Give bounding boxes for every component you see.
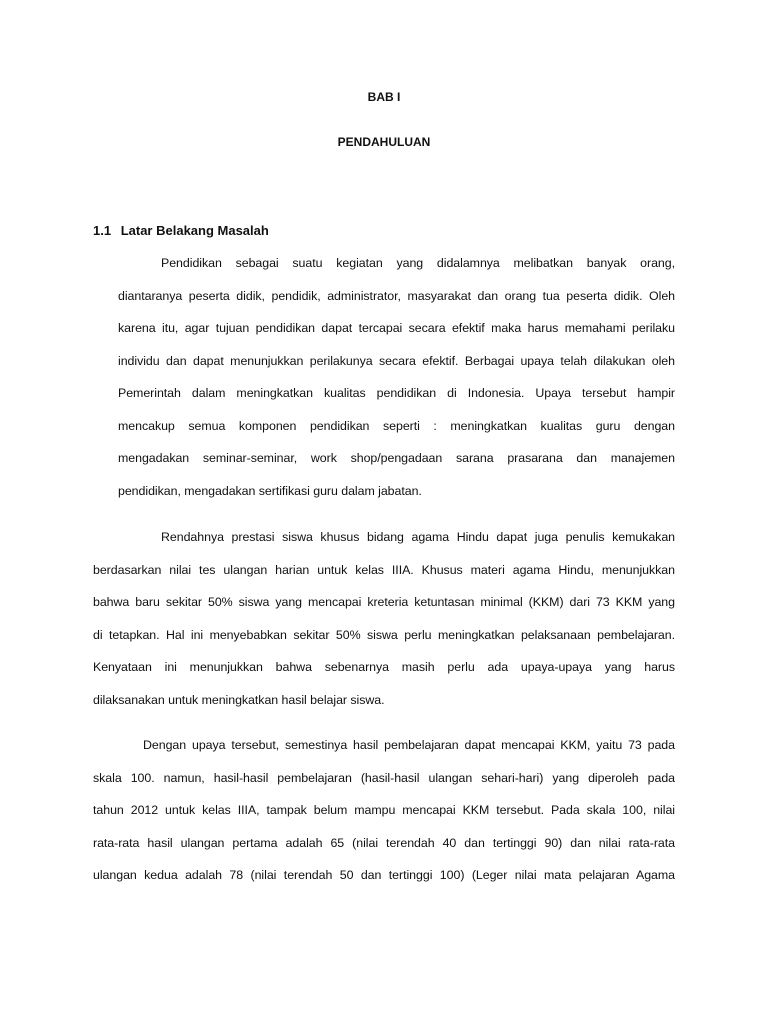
paragraph-line: mengadakan seminar-seminar, work shop/pengadaan sarana prasarana dan manajemen: [118, 451, 675, 465]
chapter-title: PENDAHULUAN: [337, 135, 431, 149]
paragraph: [118, 247, 675, 507]
paragraph-line: pendidikan, mengadakan sertifikasi guru dalam jabatan.: [118, 483, 422, 498]
paragraph-line: tahun 2012 untuk kelas IIIA, tampak belum mampu mencapai KKM tersebut. Pada skala 100, nilai: [93, 803, 675, 817]
paragraph-line: Pemerintah dalam meningkatkan kualitas pendidikan di Indonesia. Upaya tersebut hampir: [118, 386, 675, 400]
paragraph-line: individu dan dapat menunjukkan perilakunya secara efektif. Berbagai upaya telah dilakukan oleh: [118, 353, 675, 368]
paragraph: [93, 521, 675, 716]
section-number: 1.1: [93, 223, 112, 238]
paragraph: [93, 729, 675, 892]
paragraph-line: Rendahnya prestasi siswa khusus bidang agama Hindu dapat juga penulis kemukakan: [161, 530, 675, 544]
paragraph-line: diantaranya peserta didik, pendidik, administrator, masyarakat dan orang tua peserta didik. Oleh: [118, 288, 675, 303]
paragraph-line: karena itu, agar tujuan pendidikan dapat tercapai secara efektif maka harus memahami perilaku: [118, 321, 675, 335]
paragraph-line: rata-rata hasil ulangan pertama adalah 65 (nilai terendah 40 dan tertinggi 90) dan nilai rata-rata: [93, 835, 675, 850]
paragraph-line: dilaksanakan untuk meningkatkan hasil belajar siswa.: [93, 692, 385, 707]
paragraph-line: Pendidikan sebagai suatu kegiatan yang didalamnya melibatkan banyak orang,: [161, 256, 675, 270]
section-title: Latar Belakang Masalah: [120, 223, 269, 238]
paragraph-line: bahwa baru sekitar 50% siswa yang mencapai kreteria ketuntasan minimal (KKM) dari 73 KKM yang: [93, 595, 675, 609]
paragraph-line: mencakup semua komponen pendidikan seperti : meningkatkan kualitas guru dengan: [118, 418, 675, 433]
paragraph-line: di tetapkan. Hal ini menyebabkan sekitar 50% siswa perlu meningkatkan pelaksanaan pembelajaran.: [93, 627, 675, 642]
chapter-number: BAB I: [367, 90, 401, 104]
paragraph-line: Kenyataan ini menunjukkan bahwa sebenarnya masih perlu ada upaya-upaya yang harus: [93, 660, 675, 674]
paragraph-line: Dengan upaya tersebut, semestinya hasil pembelajaran dapat mencapai KKM, yaitu 73 pada: [143, 738, 675, 752]
paragraph-line: berdasarkan nilai tes ulangan harian untuk kelas IIIA. Khusus materi agama Hindu, menunjukkan: [93, 562, 675, 577]
section-heading: [93, 223, 269, 238]
paragraph-line: skala 100. namun, hasil-hasil pembelajaran (hasil-hasil ulangan sehari-hari) yang diperoleh pada: [93, 770, 675, 785]
paragraph-line: ulangan kedua adalah 78 (nilai terendah 50 dan tertinggi 100) (Leger nilai mata pelajaran Agama: [93, 868, 675, 882]
